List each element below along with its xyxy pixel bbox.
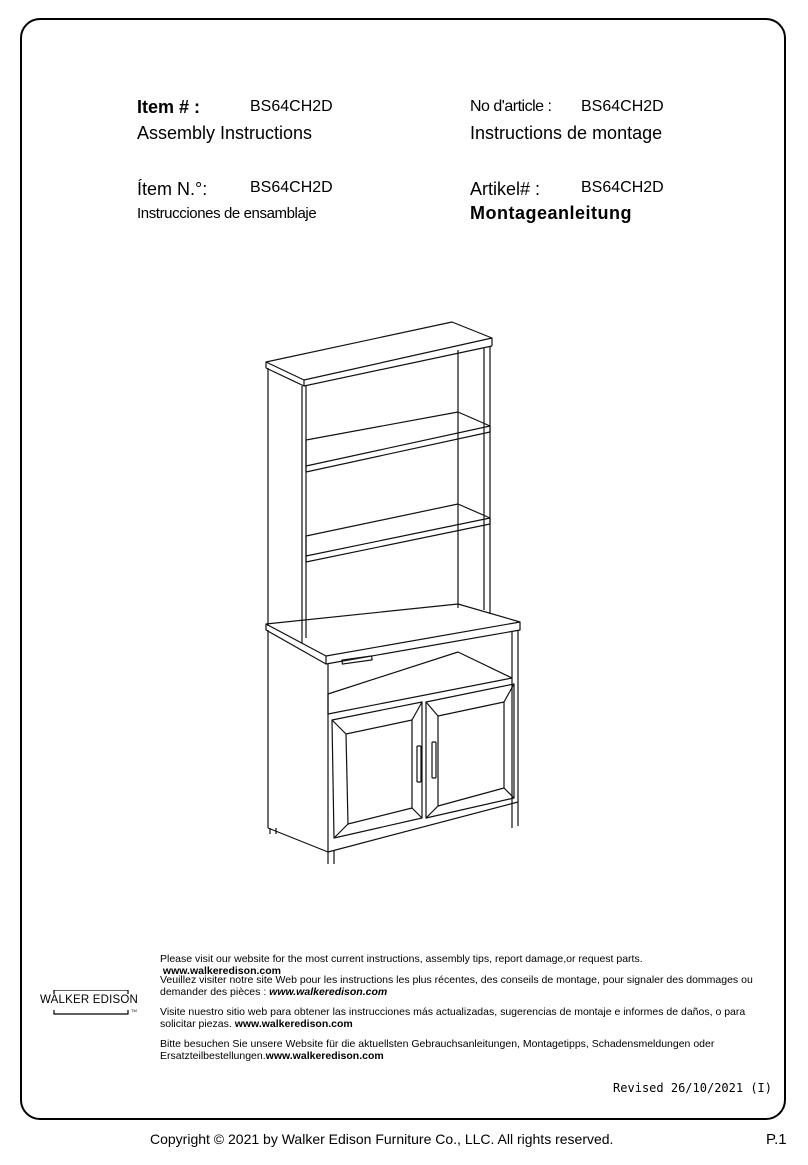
bookcase-hutch-illustration (262, 318, 532, 868)
es-item-label: Ítem N.°: (137, 179, 208, 199)
logo-text: WALKER EDISON (40, 994, 139, 1006)
fr-item-label: No d'article : (470, 98, 552, 115)
de-title: Montageanleitung (470, 203, 632, 223)
notice-es-text: Visite nuestro sitio web para obtener las instrucciones más actualizadas, sugerencias de montaje e informes de daños, o para solicitar piezas. (160, 1006, 746, 1030)
copyright: Copyright © 2021 by Walker Edison Furniture Co., LLC. All rights reserved. (150, 1131, 614, 1147)
revision-date: Revised 26/10/2021 (I) (613, 1081, 772, 1095)
notice-fr (160, 974, 766, 998)
notice-de-url[interactable]: www.walkeredison.com (265, 1050, 384, 1062)
page-number: P.1 (766, 1131, 787, 1148)
es-title: Instrucciones de ensamblaje (137, 205, 317, 222)
notice-fr-url[interactable]: www.walkeredison.com (269, 986, 388, 998)
en-item-label: Item # : (137, 97, 201, 117)
fr-item-code: BS64CH2D (581, 98, 664, 115)
walker-edison-logo (40, 990, 140, 1016)
fr-title: Instructions de montage (470, 123, 663, 143)
de-item-code: BS64CH2D (581, 179, 664, 196)
en-title: Assembly Instructions (137, 123, 313, 143)
notice-es (160, 1006, 766, 1030)
de-item-label: Artikel# : (470, 179, 541, 199)
notice-es-url[interactable]: www.walkeredison.com (234, 1018, 353, 1030)
es-item-code: BS64CH2D (250, 179, 333, 196)
logo-frame-lines (40, 990, 140, 1016)
notice-en-url[interactable]: www.walkeredison.com (162, 965, 281, 977)
notice-de (160, 1038, 766, 1062)
notice-de-text: Bitte besuchen Sie unsere Website für die aktuellsten Gebrauchsanleitungen, Montagetipps, Schadensmeldungen oder Ersatzteilbestellungen. (160, 1038, 715, 1062)
notice-fr-text: Veuillez visiter notre site Web pour les instructions les plus récentes, des conseils de montage, pour signaler des dommages ou demander des pièces : (160, 974, 753, 998)
logo-tm: TM (131, 1008, 137, 1013)
en-item-code: BS64CH2D (250, 98, 333, 115)
notice-en-text: Please visit our website for the most current instructions, assembly tips, report damage,or request parts. (160, 953, 643, 965)
